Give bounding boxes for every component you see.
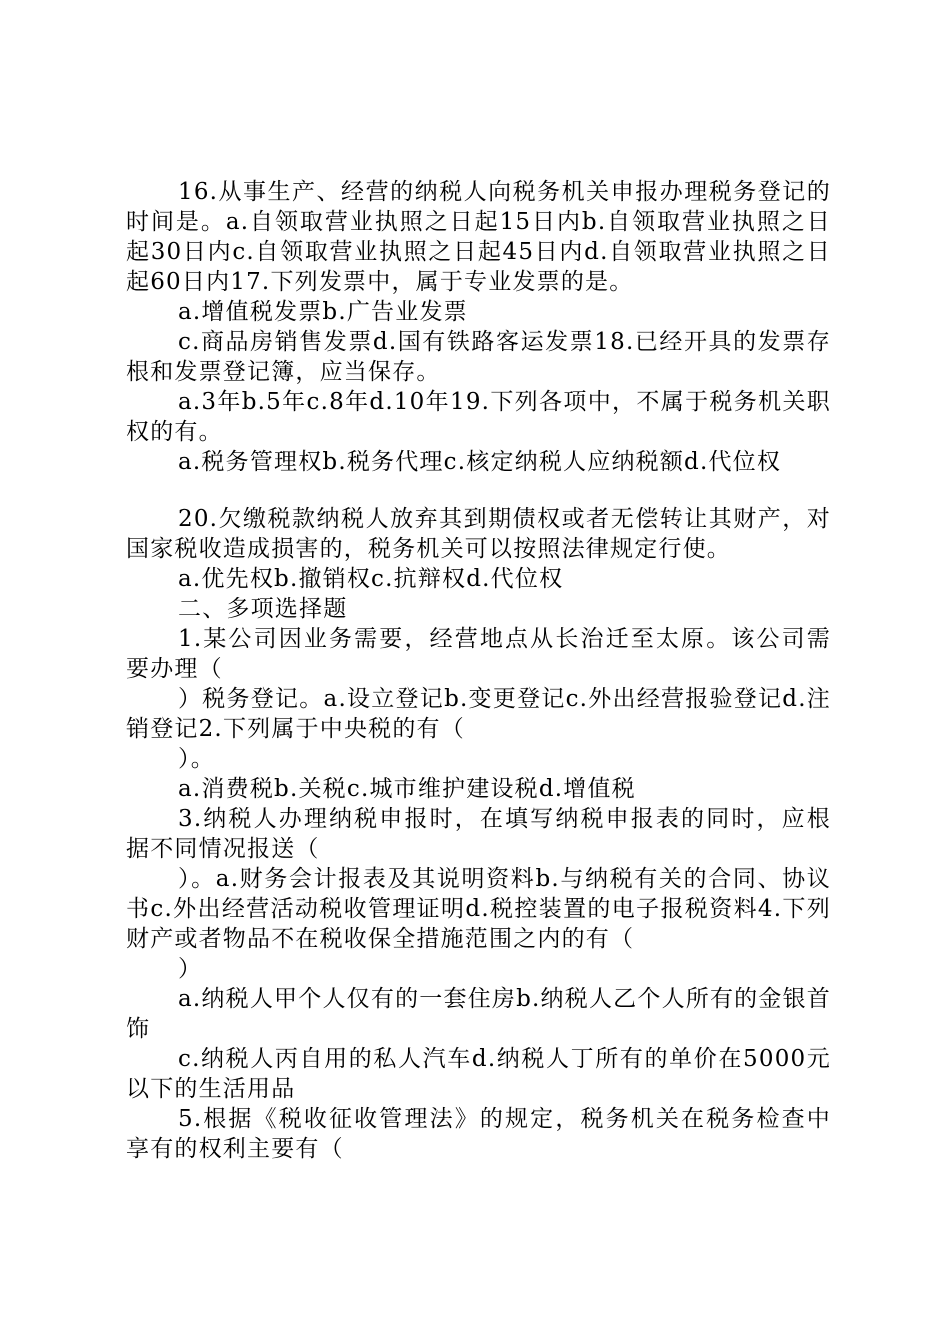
paragraph-q20: 20.欠缴税款纳税人放弃其到期债权或者无偿转让其财产，对国家税收造成损害的，税务机关可以按照法律规定行使。 <box>126 506 831 562</box>
paragraph-mc-q2-options: a.消费税b.关税c.城市维护建设税d.增值税 <box>178 776 636 802</box>
paragraph-mc-q1: 1.某公司因业务需要，经营地点从长治迁至太原。该公司需要办理（ <box>126 626 831 682</box>
paragraph-q16-q17: 16.从事生产、经营的纳税人向税务机关申报办理税务登记的时间是。a.自领取营业执照之日起15日内b.自领取营业执照之日起30日内c.自领取营业执照之日起45日内d.自领取营业执照之日起60日内17.下列发票中，属于专业发票的是。 <box>126 179 831 295</box>
paragraph-q17-options-a-b: a.增值税发票b.广告业发票 <box>178 299 468 325</box>
paragraph-mc-q4-options-a-b: a.纳税人甲个人仅有的一套住房b.纳税人乙个人所有的金银首饰 <box>126 986 831 1042</box>
paragraph-q18-options-q19: a.3年b.5年c.8年d.10年19.下列各项中，不属于税务机关职权的有。 <box>126 389 831 445</box>
paragraph-mc-q4-close: ） <box>178 956 203 982</box>
paragraph-q19-options: a.税务管理权b.税务代理c.核定纳税人应纳税额d.代位权 <box>178 449 782 475</box>
paragraph-q20-options: a.优先权b.撤销权c.抗辩权d.代位权 <box>178 566 564 592</box>
paragraph-mc-q4-options-c-d: c.纳税人丙自用的私人汽车d.纳税人丁所有的单价在5000元以下的生活用品 <box>126 1046 831 1102</box>
document-body <box>126 177 831 1164</box>
paragraph-mc-q3: 3.纳税人办理纳税申报时，在填写纳税申报表的同时，应根据不同情况报送（ <box>126 806 831 862</box>
paragraph-mc-q2-close: ）。 <box>178 746 215 772</box>
paragraph-q17-options-c-d-q18: c.商品房销售发票d.国有铁路客运发票18.已经开具的发票存根和发票登记簿，应当保存。 <box>126 329 831 385</box>
paragraph-mc-q1-options-q2: ）税务登记。a.设立登记b.变更登记c.外出经营报验登记d.注销登记2.下列属于中央税的有（ <box>126 686 831 742</box>
paragraph-mc-q5: 5.根据《税收征收管理法》的规定，税务机关在税务检查中享有的权利主要有（ <box>126 1106 831 1162</box>
paragraph-mc-q3-options-q4: ）。a.财务会计报表及其说明资料b.与纳税有关的合同、协议书c.外出经营活动税收管理证明d.税控装置的电子报税资料4.下列财产或者物品不在税收保全措施范围之内的有（ <box>126 866 831 952</box>
section-heading-multiple-choice: 二、多项选择题 <box>178 596 348 622</box>
